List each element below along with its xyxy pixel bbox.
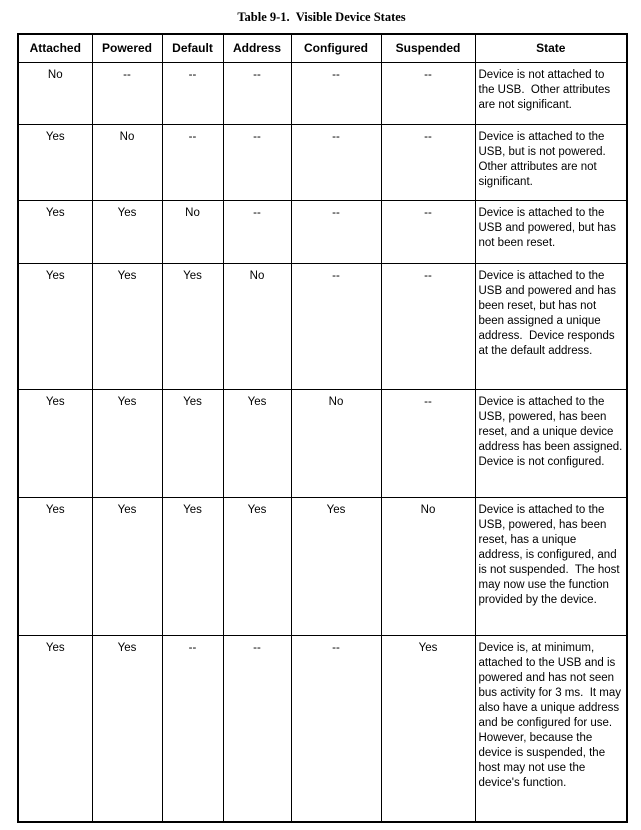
column-header-address: Address — [223, 34, 291, 62]
device-state-row — [18, 263, 627, 389]
device-state-row — [18, 497, 627, 635]
attribute-value-cell: Yes — [162, 497, 223, 635]
device-state-row — [18, 62, 627, 124]
attribute-value-cell: Yes — [92, 497, 162, 635]
device-state-row — [18, 635, 627, 822]
attribute-value-cell: -- — [381, 200, 475, 263]
table-header — [18, 34, 627, 62]
attribute-value-cell: -- — [92, 62, 162, 124]
attribute-value-cell: -- — [223, 62, 291, 124]
attribute-value-cell: -- — [291, 635, 381, 822]
attribute-value-cell: Yes — [18, 389, 92, 497]
attribute-value-cell: No — [162, 200, 223, 263]
attribute-value-cell: -- — [381, 389, 475, 497]
device-states-table — [17, 33, 628, 823]
attribute-value-cell: -- — [223, 124, 291, 200]
attribute-value-cell: Yes — [18, 124, 92, 200]
attribute-value-cell: Yes — [18, 263, 92, 389]
state-description-cell: Device is attached to the USB and powered and has been reset, but has not been assigned a unique address. Device responds at the default address. — [475, 263, 627, 389]
table-title: Table 9-1. Visible Device States — [237, 10, 406, 24]
attribute-value-cell: No — [291, 389, 381, 497]
attribute-value-cell: -- — [381, 62, 475, 124]
device-state-row — [18, 200, 627, 263]
attribute-value-cell: -- — [381, 263, 475, 389]
column-header-configured: Configured — [291, 34, 381, 62]
attribute-value-cell: No — [223, 263, 291, 389]
attribute-value-cell: -- — [291, 62, 381, 124]
attribute-value-cell: Yes — [381, 635, 475, 822]
column-header-default: Default — [162, 34, 223, 62]
attribute-value-cell: -- — [291, 200, 381, 263]
state-description-cell: Device is attached to the USB, powered, has been reset, has a unique address, is configured, and is not suspended. The host may now use the function provided by the device. — [475, 497, 627, 635]
attribute-value-cell: -- — [291, 263, 381, 389]
column-header-state: State — [475, 34, 627, 62]
device-state-row — [18, 124, 627, 200]
state-description-cell: Device is attached to the USB, powered, has been reset, and a unique device address has been assigned. Device is not configured. — [475, 389, 627, 497]
attribute-value-cell: No — [18, 62, 92, 124]
attribute-value-cell: -- — [162, 124, 223, 200]
attribute-value-cell: -- — [223, 200, 291, 263]
state-description-cell: Device is attached to the USB and powered, but has not been reset. — [475, 200, 627, 263]
attribute-value-cell: -- — [162, 62, 223, 124]
attribute-value-cell: Yes — [18, 635, 92, 822]
state-description-cell: Device is not attached to the USB. Other attributes are not significant. — [475, 62, 627, 124]
attribute-value-cell: Yes — [223, 389, 291, 497]
attribute-value-cell: Yes — [92, 389, 162, 497]
state-description-cell: Device is, at minimum, attached to the USB and is powered and has not seen bus activity for 3 ms. It may also have a unique address and be configured for use. However, because the device is suspended, the host may not use the device's function. — [475, 635, 627, 822]
table-body — [18, 62, 627, 822]
attribute-value-cell: Yes — [223, 497, 291, 635]
column-header-powered: Powered — [92, 34, 162, 62]
attribute-value-cell: No — [381, 497, 475, 635]
attribute-value-cell: Yes — [92, 263, 162, 389]
attribute-value-cell: Yes — [18, 200, 92, 263]
state-description-cell: Device is attached to the USB, but is not powered. Other attributes are not significant. — [475, 124, 627, 200]
attribute-value-cell: Yes — [18, 497, 92, 635]
table-header-row — [18, 34, 627, 62]
attribute-value-cell: Yes — [162, 263, 223, 389]
device-state-row — [18, 389, 627, 497]
attribute-value-cell: Yes — [162, 389, 223, 497]
attribute-value-cell: Yes — [92, 200, 162, 263]
attribute-value-cell: -- — [381, 124, 475, 200]
column-header-attached: Attached — [18, 34, 92, 62]
attribute-value-cell: -- — [223, 635, 291, 822]
attribute-value-cell: Yes — [291, 497, 381, 635]
attribute-value-cell: No — [92, 124, 162, 200]
attribute-value-cell: -- — [162, 635, 223, 822]
attribute-value-cell: Yes — [92, 635, 162, 822]
attribute-value-cell: -- — [291, 124, 381, 200]
column-header-suspended: Suspended — [381, 34, 475, 62]
